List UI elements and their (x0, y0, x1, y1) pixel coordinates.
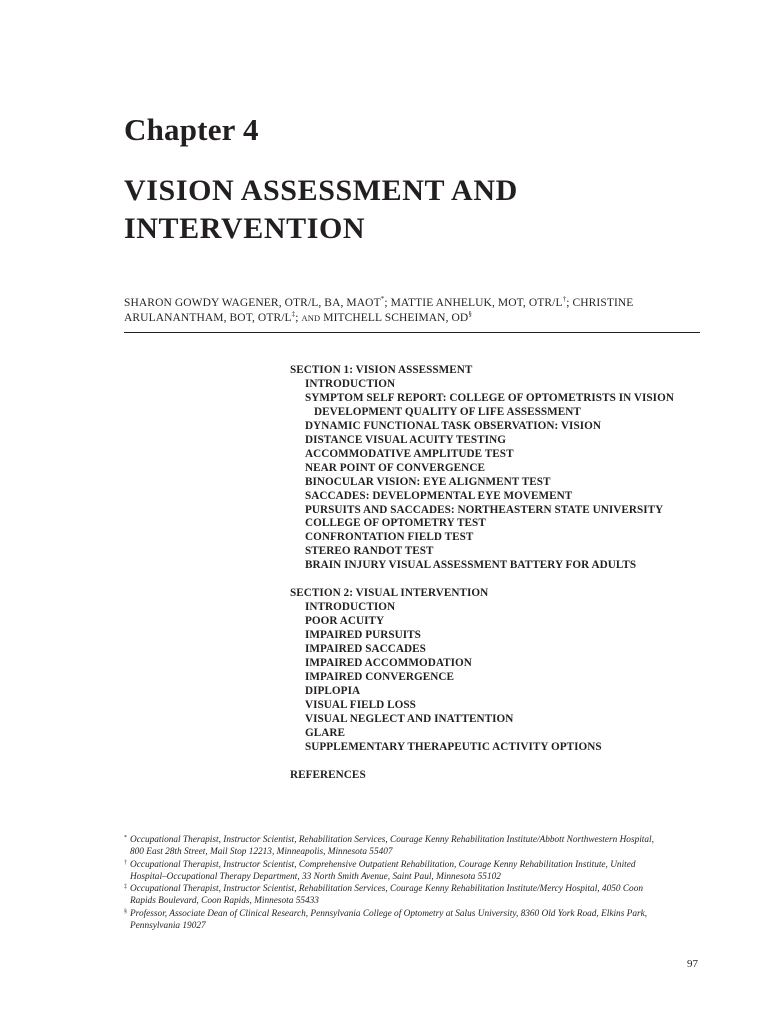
outline-item-text: GLARE (305, 726, 346, 739)
outline-item (290, 615, 674, 629)
author-name: MITCHELL SCHEIMAN, OD (320, 312, 469, 324)
outline-section-items (290, 601, 674, 754)
footnote-text: 800 East 28th Street, Mail Stop 12213, Minneapolis, Minnesota 55407 (130, 847, 393, 858)
outline-item (290, 462, 674, 476)
outline-item (290, 601, 674, 615)
author-divider (124, 332, 700, 333)
outline-item-text: NEAR POINT OF CONVERGENCE (305, 461, 485, 474)
footnote-mark: § (124, 908, 127, 915)
outline-item-text: VISUAL NEGLECT AND INATTENTION (305, 712, 514, 725)
outline-item (290, 420, 674, 434)
author-name: ARULANANTHAM, BOT, OTR/L (124, 312, 292, 324)
outline-item-text: INTRODUCTION (305, 377, 396, 390)
outline-item-text: SUPPLEMENTARY THERAPEUTIC ACTIVITY OPTIONS (305, 740, 602, 753)
outline-section-heading: SECTION 2: VISUAL INTERVENTION (290, 587, 489, 600)
outline-item-text: DIPLOPIA (305, 684, 361, 697)
outline-item-text: IMPAIRED ACCOMMODATION (305, 657, 472, 670)
outline-item (290, 490, 674, 504)
outline-section-1 (290, 364, 674, 573)
outline-item (290, 671, 674, 685)
outline-item-text: SYMPTOM SELF REPORT: COLLEGE OF OPTOMETRISTS IN VISION (305, 391, 674, 404)
outline-item-continuation: DEVELOPMENT QUALITY OF LIFE ASSESSMENT (314, 405, 581, 418)
chapter-title (124, 172, 518, 248)
footnote-mark: ‡ (124, 884, 127, 891)
outline-item (290, 713, 674, 727)
outline-item (290, 448, 674, 462)
footnote-mark: † (562, 295, 567, 304)
footnote-mark: § (468, 310, 472, 319)
outline-item-text: CONFRONTATION FIELD TEST (305, 531, 474, 544)
page-number: 97 (687, 958, 698, 970)
outline-item-text: POOR ACUITY (305, 615, 385, 628)
outline-item-text: COLLEGE OF OPTOMETRY TEST (305, 517, 486, 530)
footnote-text: Pennsylvania 19027 (130, 921, 206, 932)
outline-item (290, 685, 674, 699)
chapter-title-line: VISION ASSESSMENT AND (124, 174, 518, 207)
footnote-text: Rapids Boulevard, Coon Rapids, Minnesota 55433 (130, 896, 319, 907)
footnote-text: Occupational Therapist, Instructor Scientist, Comprehensive Outpatient Rehabilitation, Courage Kenny Rehabilitation Institute, United (130, 859, 636, 870)
outline-item (290, 545, 674, 559)
author-name: ; CHRISTINE (566, 297, 634, 309)
outline-item-text: IMPAIRED CONVERGENCE (305, 671, 455, 684)
outline-item-text: PURSUITS AND SACCADES: NORTHEASTERN STATE UNIVERSITY (305, 503, 664, 516)
footnote (124, 908, 702, 933)
author-list (124, 296, 704, 326)
outline-item-text: BINOCULAR VISION: EYE ALIGNMENT TEST (305, 475, 551, 488)
author-line (124, 296, 704, 311)
footnote-mark: * (380, 295, 385, 304)
outline-item (290, 727, 674, 741)
footnote-mark: ‡ (291, 310, 296, 319)
outline-item-text: DISTANCE VISUAL ACUITY TESTING (305, 433, 506, 446)
outline-item (290, 434, 674, 448)
outline-item-text: INTRODUCTION (305, 601, 396, 614)
outline-item-text: BRAIN INJURY VISUAL ASSESSMENT BATTERY FOR ADULTS (305, 559, 637, 572)
chapter-label: Chapter 4 (124, 112, 259, 147)
footnote-mark: * (124, 835, 127, 841)
outline-item-text: IMPAIRED SACCADES (305, 643, 426, 656)
outline-item-text: ACCOMMODATIVE AMPLITUDE TEST (305, 447, 514, 460)
outline-item (290, 476, 674, 490)
author-conjunction: AND (301, 313, 321, 323)
footnote (124, 834, 702, 859)
chapter-title-line: INTERVENTION (124, 212, 366, 245)
footnote (124, 859, 702, 884)
outline-section-2 (290, 587, 674, 754)
author-line (124, 311, 704, 326)
author-name: ; MATTIE ANHELUK, MOT, OTR/L (384, 297, 563, 309)
outline-references: REFERENCES (290, 768, 366, 781)
outline-item (290, 517, 674, 531)
author-name: SHARON GOWDY WAGENER, OTR/L, BA, MAOT (124, 297, 381, 309)
outline-item (290, 643, 674, 657)
outline-item (290, 741, 674, 755)
outline-item (290, 699, 674, 713)
outline-item-text: STEREO RANDOT TEST (305, 545, 434, 558)
outline-item-text: VISUAL FIELD LOSS (305, 698, 416, 711)
footnote (124, 883, 702, 908)
outline-section-items (290, 378, 674, 573)
outline-item (290, 531, 674, 545)
footnote-text: Occupational Therapist, Instructor Scientist, Rehabilitation Services, Courage Kenny Rehabilitation Institute/Mercy Hospital, 4050 Coon (130, 884, 643, 895)
outline-section-heading: SECTION 1: VISION ASSESSMENT (290, 364, 473, 376)
outline-item (290, 629, 674, 643)
affiliation-footnotes (124, 834, 702, 932)
outline-item (290, 559, 674, 573)
footnote-text: Hospital–Occupational Therapy Department, 33 North Smith Avenue, Saint Paul, Minnesota 55102 (130, 871, 501, 882)
outline-item (290, 504, 674, 518)
footnote-text: Occupational Therapist, Instructor Scientist, Rehabilitation Services, Courage Kenny Rehabilitation Institute/Abbott Northwestern Hospital, (130, 835, 654, 845)
outline-item-text: SACCADES: DEVELOPMENTAL EYE MOVEMENT (305, 489, 573, 502)
outline-item-text: DYNAMIC FUNCTIONAL TASK OBSERVATION: VISION (305, 419, 601, 432)
chapter-outline (290, 364, 674, 783)
outline-item (290, 392, 674, 420)
author-separator: ; (295, 312, 302, 324)
outline-item-text: IMPAIRED PURSUITS (305, 629, 421, 642)
outline-item (290, 378, 674, 392)
outline-item (290, 657, 674, 671)
footnote-text: Professor, Associate Dean of Clinical Research, Pennsylvania College of Optometry at Salus University, 8360 Old York Road, Elkins Park, (130, 908, 648, 919)
footnote-mark: † (124, 859, 127, 866)
